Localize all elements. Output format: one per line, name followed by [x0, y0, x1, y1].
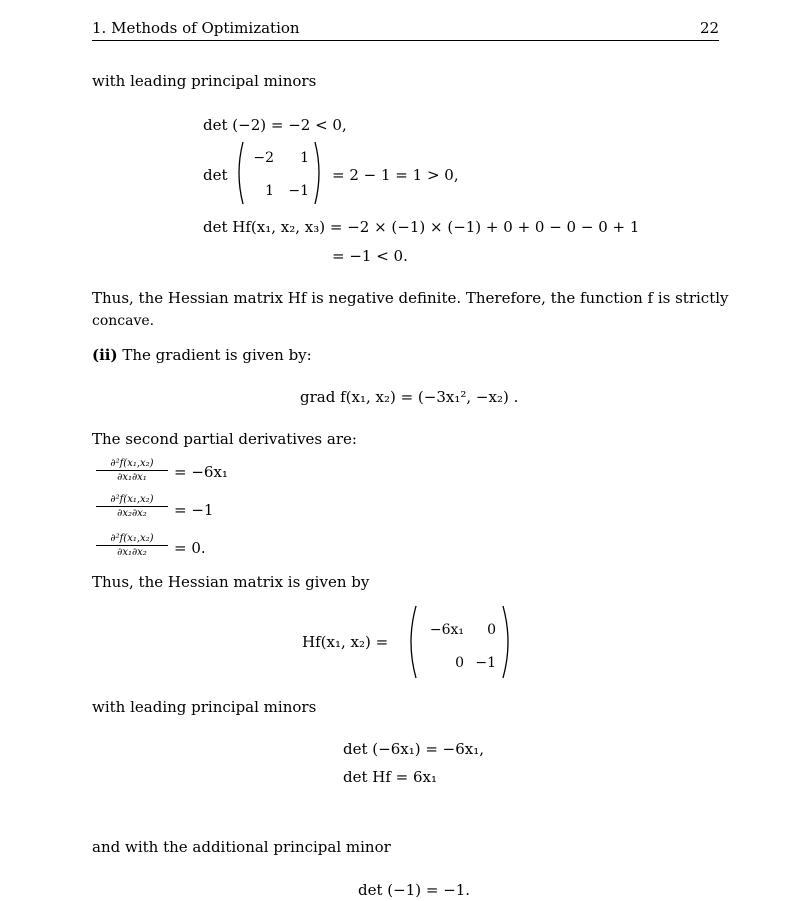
left-paren [233, 140, 245, 206]
partial-3-fraction [96, 533, 168, 558]
partial-1-numerator: ∂²f(x₁,x₂) [110, 458, 154, 469]
hessian-left-paren [404, 604, 418, 680]
hessian-intro: Thus, the Hessian matrix is given by [92, 573, 370, 591]
partial-2-fraction [96, 494, 168, 519]
additional-minor-intro: and with the additional principal minor [92, 838, 391, 856]
det-label: det [203, 166, 228, 184]
conclusion-line-1: Thus, the Hessian matrix Hf is negative definite. Therefore, the function f is strictly [92, 289, 729, 307]
conclusion-line-2: concave. [92, 313, 155, 329]
minor-det-2x2-rhs: = 2 − 1 = 1 > 0, [332, 166, 459, 184]
hessian-lhs: Hf(x₁, x₂) = [302, 633, 389, 651]
minor-det-hessian-result: = −1 < 0. [332, 247, 408, 265]
minor-det-1x1: det (−2) = −2 < 0, [203, 116, 347, 134]
partial-2-rhs: = −1 [174, 501, 214, 519]
matrix1-cell-22: −1 [288, 183, 309, 199]
minor2-det-1x1: det (−6x₁) = −6x₁, [343, 740, 485, 758]
hessian-cell-12: 0 [487, 622, 496, 638]
partial-3-rhs: = 0. [174, 539, 206, 557]
partial-3-numerator: ∂²f(x₁,x₂) [110, 533, 154, 544]
partial-1-rhs: = −6x₁ [174, 463, 228, 481]
header-rule [92, 40, 719, 41]
gradient-equation: grad f(x₁, x₂) = (−3x₁², −x₂) . [300, 388, 519, 406]
hessian-cell-21: 0 [455, 655, 464, 671]
partial-3-denominator: ∂x₁∂x₂ [117, 547, 147, 558]
partial-1-fraction [96, 458, 168, 483]
running-header-chapter: 1. Methods of Optimization [92, 19, 300, 37]
matrix1-cell-21: 1 [265, 183, 274, 199]
part-ii-text: The gradient is given by: [122, 346, 312, 364]
additional-minor: det (−1) = −1. [358, 881, 471, 899]
hessian-right-paren [501, 604, 515, 680]
right-paren [313, 140, 325, 206]
page-number: 22 [700, 19, 720, 37]
partial-1-denominator: ∂x₁∂x₁ [117, 472, 147, 483]
matrix1-cell-11: −2 [253, 150, 274, 166]
second-partials-intro: The second partial derivatives are: [92, 430, 357, 448]
minor-det-hessian-3x3: det Hf(x₁, x₂, x₃) = −2 × (−1) × (−1) + 0 + 0 − 0 − 0 + 1 [203, 218, 640, 236]
partial-2-denominator: ∂x₂∂x₂ [117, 508, 147, 519]
partial-2-numerator: ∂²f(x₁,x₂) [110, 494, 154, 505]
hessian-cell-11: −6x₁ [429, 622, 464, 638]
minor2-det-hessian: det Hf = 6x₁ [343, 768, 438, 786]
matrix1-cell-12: 1 [300, 150, 309, 166]
intro-leading-minors-2: with leading principal minors [92, 698, 317, 716]
hessian-cell-22: −1 [475, 655, 496, 671]
part-ii-heading [92, 346, 312, 364]
part-ii-label: (ii) [92, 346, 118, 364]
intro-leading-minors: with leading principal minors [92, 72, 317, 90]
